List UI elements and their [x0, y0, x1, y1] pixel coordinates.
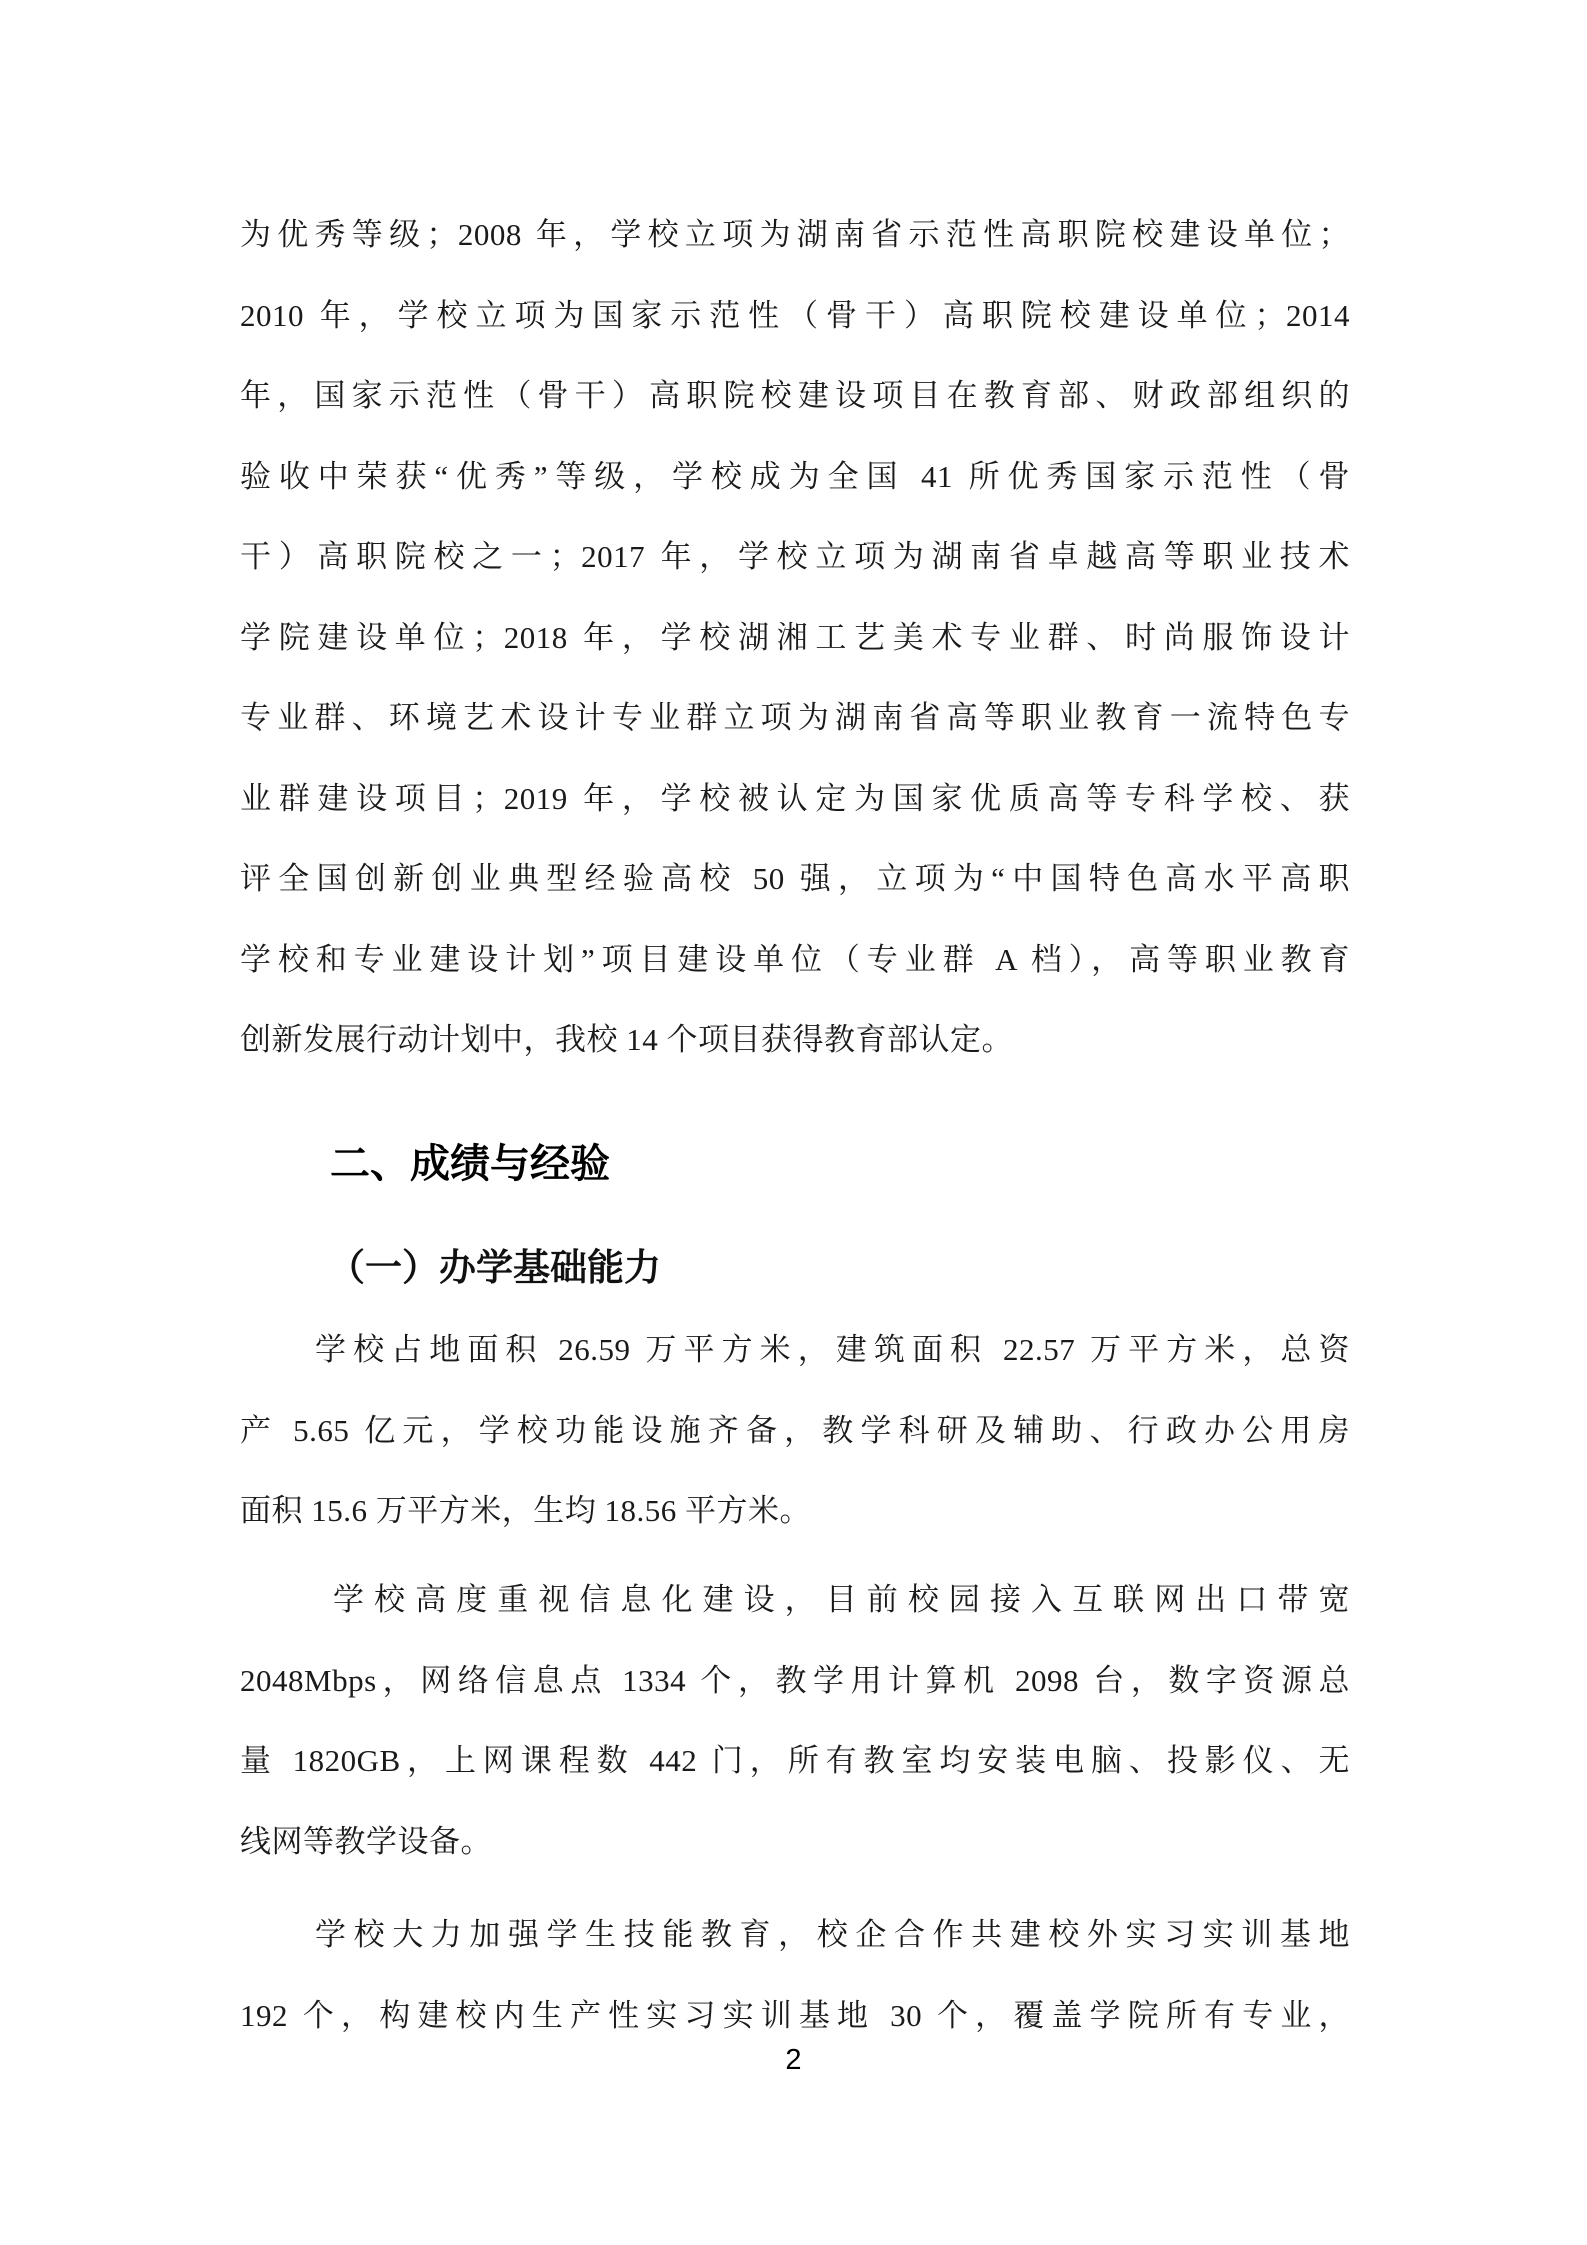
- text-line: 192 个，构建校内生产性实习实训基地 30 个，覆盖学院所有专业，: [240, 1997, 1350, 2033]
- text-line: 学院建设单位；2018 年，学校湖湘工艺美术专业群、时尚服饰设计: [240, 619, 1350, 655]
- paragraph-training-bases: [240, 1895, 1350, 2056]
- text-line: 学校大力加强学生技能教育，校企合作共建校外实习实训基地: [315, 1917, 1350, 1952]
- text-line: 2048Mbps，网络信息点 1334 个，教学用计算机 2098 台，数字资源总: [240, 1662, 1350, 1698]
- text-line: 面积 15.6 万平方米，生均 18.56 平方米。: [240, 1493, 811, 1528]
- text-line: 2010 年，学校立项为国家示范性（骨干）高职院校建设单位；2014: [240, 297, 1350, 333]
- text-line: 学校和专业建设计划”项目建设单位（专业群 A 档），高等职业教育: [240, 941, 1350, 977]
- paragraph-informatization: [240, 1560, 1350, 1882]
- page-number: 2: [785, 2044, 802, 2076]
- text-line: 评全国创新创业典型经验高校 50 强，立项为“中国特色高水平高职: [240, 861, 1350, 896]
- text-line: 业群建设项目；2019 年，学校被认定为国家优质高等专科学校、获: [240, 780, 1350, 816]
- text-line: 创新发展行动计划中，我校 14 个项目获得教育部认定。: [240, 1022, 1013, 1057]
- paragraph-campus-facilities: [240, 1310, 1350, 1552]
- subsection-heading: （一）办学基础能力: [328, 1248, 661, 1289]
- section-heading: 二、成绩与经验: [330, 1142, 610, 1186]
- text-line: 产 5.65 亿元，学校功能设施齐备，教学科研及辅助、行政办公用房: [240, 1412, 1350, 1448]
- text-line: 专业群、环境艺术设计专业群立项为湖南省高等职业教育一流特色专: [240, 700, 1350, 735]
- paragraph-history: [240, 195, 1350, 1081]
- text-line: 学校占地面积 26.59 万平方米，建筑面积 22.57 万平方米，总资: [315, 1332, 1350, 1367]
- text-line: 年，国家示范性（骨干）高职院校建设项目在教育部、财政部组织的: [240, 378, 1350, 413]
- text-line: 干）高职院校之一；2017 年，学校立项为湖南省卓越高等职业技术: [240, 539, 1350, 574]
- text-line: 为优秀等级；2008 年，学校立项为湖南省示范性高职院校建设单位；: [240, 217, 1350, 252]
- text-line: 线网等教学设备。: [240, 1823, 492, 1859]
- text-line: 验收中荣获“优秀”等级，学校成为全国 41 所优秀国家示范性（骨: [240, 458, 1350, 494]
- text-line: 量 1820GB，上网课程数 442 门，所有教室均安装电脑、投影仪、无: [240, 1743, 1350, 1778]
- text-line: 学校高度重视信息化建设，目前校园接入互联网出口带宽: [333, 1582, 1350, 1617]
